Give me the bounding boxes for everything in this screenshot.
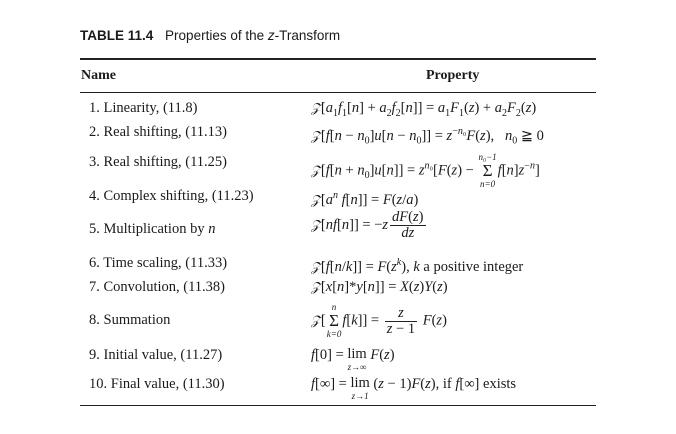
limit-expression: lim z→∞ <box>347 346 367 372</box>
row-name: 10. Final value, (11.30) <box>89 376 225 392</box>
sum-symbol: n Σ k=0 <box>326 302 342 339</box>
table-caption <box>80 28 340 43</box>
table-row <box>0 345 676 372</box>
row-name: 8. Summation <box>89 312 171 328</box>
row-property: 𝒵[f[n − $n_0]u[n - n_0]] = z^{-n_0}F(z)$, $n_0$ ≧ 0 <box>311 126 544 147</box>
row-name: 1. Linearity, (11.8) <box>89 100 198 116</box>
table-row <box>0 152 676 189</box>
row-property: 𝒵[f[n/k]] = $F(z^k)$, k a positive integer <box>311 257 524 275</box>
row-property: $𝒵[a_1f_1[n] + a_2f_2[n]] = a_1F_1(z) + a_2F_2(z)$ <box>311 100 537 119</box>
table-title-var: z <box>267 28 275 43</box>
derivative-fraction: $\frac{dF(z)}{dz}$ <box>392 209 424 241</box>
row-property: 𝒵[x[n]*y[n]] = X(z)Y(z) <box>311 279 448 295</box>
row-name: 6. Time scaling, (11.33) <box>89 255 228 271</box>
row-name: 3. Real shifting, (11.25) <box>89 154 227 170</box>
header-property: Property <box>426 68 480 83</box>
table-title-post: -Transform <box>274 28 341 43</box>
table-row <box>0 253 676 273</box>
table-row <box>0 277 676 297</box>
row-property: f[∞] = lim z→1 (z − 1)F(z), if f[∞] exists <box>311 375 517 401</box>
table-row <box>0 98 676 118</box>
table-row <box>0 374 676 401</box>
table-row <box>0 302 676 339</box>
row-name: 9. Initial value, (11.27) <box>89 347 223 363</box>
table-title-pre: Properties of the <box>165 28 268 43</box>
bottom-rule <box>80 405 596 406</box>
header-rule <box>80 92 596 93</box>
row-name: 2. Real shifting, (11.13) <box>89 124 227 140</box>
table-label: TABLE 11.4 <box>80 28 154 43</box>
row-property: 𝒵[nf[n]] = −z $\frac{dF(z)}{dz}$ <box>311 209 424 241</box>
top-rule <box>80 58 596 60</box>
row-property: 𝒵[ n Σ k=0 f[k]] = $\frac{z}{z - 1}$ F(z) <box>311 302 447 339</box>
row-name: 7. Convolution, (11.38) <box>89 279 226 295</box>
table-row <box>0 186 676 206</box>
row-name: 4. Complex shifting, (11.23) <box>89 188 254 204</box>
limit-expression: lim z→1 <box>350 375 370 401</box>
table-row <box>0 209 676 241</box>
summation-fraction: $\frac{z}{z - 1}$ <box>386 304 416 337</box>
row-property: 𝒵[f[n + $n_0]u[n]] = z^{n_0}[F(z)$ − n₀−1 Σ n=0 $f[n]z^{-n}$] <box>311 152 540 189</box>
row-property: $𝒵[a^n$ f[n]] = F(z/a) <box>311 190 419 208</box>
row-property: f[0] = lim z→∞ F(z) <box>311 346 395 372</box>
row-name: 5. Multiplication by n <box>89 221 216 237</box>
header-name: Name <box>81 68 116 83</box>
sum-symbol: n₀−1 Σ n=0 <box>478 152 497 189</box>
table-row <box>0 122 676 147</box>
